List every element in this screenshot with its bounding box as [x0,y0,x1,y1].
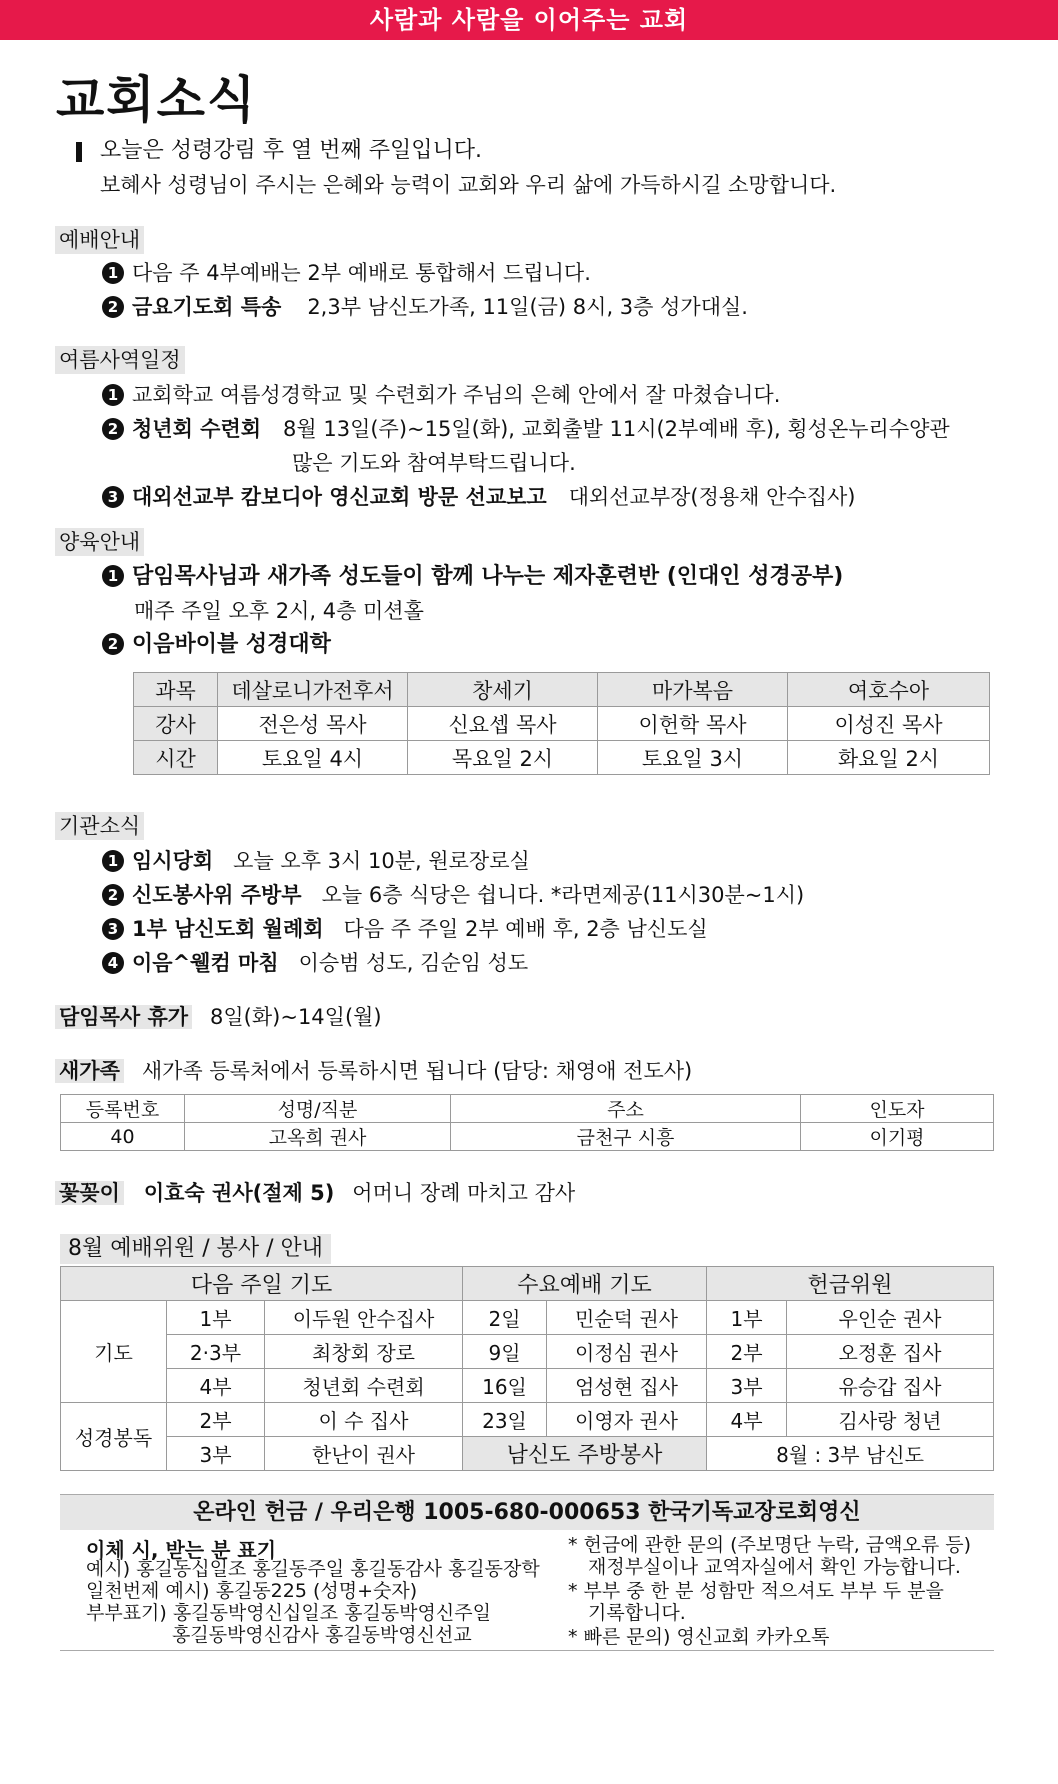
nurture-item-2-text: 이음바이블 성경대학 [132,632,331,657]
august-table [60,1266,994,1471]
org-item-4-text: 이승범 성도, 김순임 성도 [298,951,529,975]
number-4-icon: 4 [102,952,124,974]
table-cell: 마가복음 [598,673,788,707]
vacation-text: 8일(화)~14일(월) [210,1005,382,1029]
offering-left-2: 일천번제 예시) 홍길동225 (성명+숫자) [86,1580,418,1602]
table-cell: 한난이 권사 [265,1437,463,1471]
worship-item-2-label: 금요기도회 특송 [132,295,282,319]
table-cell: 고옥희 권사 [185,1123,451,1151]
table-header: 인도자 [801,1095,994,1123]
nurture-item-1-text: 담임목사님과 새가족 성도들이 함께 나누는 제자훈련반 (인대인 성경공부) [132,564,844,589]
table-cell: 엄성현 집사 [547,1369,707,1403]
table-cell: 여호수아 [788,673,990,707]
table-cell: 3부 [167,1437,265,1471]
table-cell: 창세기 [408,673,598,707]
table-row [61,1437,994,1471]
table-row [61,1095,994,1123]
nurture-item-1-cont: 매주 주일 오후 2시, 4층 미션홀 [134,599,424,623]
offering-bottom-divider [60,1650,994,1651]
table-cell: 데살로니가전후서 [218,673,408,707]
org-item-2 [102,880,804,910]
table-cell: 2부 [707,1335,787,1369]
offering-left-title: 이체 시, 받는 분 표기 [86,1538,277,1562]
offering-left-3: 부부표기) 홍길동박영신십일조 홍길동박영신주일 [86,1602,491,1624]
worship-item-1 [102,258,591,288]
table-cell: 유승갑 집사 [787,1369,994,1403]
number-1-icon: 1 [102,850,124,872]
summer-item-1 [102,380,780,410]
table-cell: 4부 [167,1369,265,1403]
table-cell: 3부 [707,1369,787,1403]
table-cell: 강사 [134,707,218,741]
offering-right-4: 기록합니다. [588,1602,686,1624]
number-2-icon: 2 [102,296,124,318]
summer-item-1-text: 교회학교 여름성경학교 및 수련회가 주님의 은혜 안에서 잘 마쳤습니다. [132,383,781,407]
summer-item-3-label: 대외선교부 캄보디아 영신교회 방문 선교보고 [132,485,547,509]
newfamily-table [60,1094,994,1151]
table-header: 등록번호 [61,1095,185,1123]
table-header: 다음 주일 기도 [61,1267,463,1301]
vacation-line [55,1002,382,1032]
number-3-icon: 3 [102,486,124,508]
section-summer-heading: 여름사역일정 [55,346,185,374]
table-cell: 신요셉 목사 [408,707,598,741]
section-org-heading: 기관소식 [55,812,144,840]
table-row [61,1267,994,1301]
summer-item-2 [102,414,950,444]
org-item-1-text: 오늘 오후 3시 10분, 원로장로실 [233,849,530,873]
org-item-2-text: 오늘 6층 식당은 쉽니다. *라면제공(11시30분~1시) [321,883,805,907]
number-1-icon: 1 [102,262,124,284]
number-1-icon: 1 [102,565,124,587]
intro-marker [76,142,82,162]
nurture-item-2 [102,630,331,660]
table-cell: 23일 [463,1403,547,1437]
table-cell: 시간 [134,741,218,775]
table-row [134,707,990,741]
table-cell: 화요일 2시 [788,741,990,775]
worship-item-2 [102,292,748,322]
org-item-1-label: 임시당회 [132,849,214,873]
table-cell: 4부 [707,1403,787,1437]
table-cell: 우인순 권사 [787,1301,994,1335]
summer-item-3 [102,482,855,512]
table-row [61,1335,994,1369]
table-cell: 2부 [167,1403,265,1437]
table-row [61,1301,994,1335]
kitchen-label: 남신도 주방봉사 [463,1437,707,1471]
number-2-icon: 2 [102,633,124,655]
table-cell: 2·3부 [167,1335,265,1369]
worship-item-2-text: 2,3부 남신도가족, 11일(금) 8시, 3층 성가대실. [307,295,748,319]
flowers-heading: 꽃꽂이 [55,1181,124,1205]
org-item-3-label: 1부 남신도회 월례회 [132,917,324,941]
table-cell: 이정심 권사 [547,1335,707,1369]
kitchen-value: 8월 : 3부 남신도 [707,1437,994,1471]
table-header: 주소 [451,1095,801,1123]
table-cell: 토요일 3시 [598,741,788,775]
summer-item-3-text: 대외선교부장(정용채 안수집사) [568,485,856,509]
offering-left-4: 홍길동박영신감사 홍길동박영신선교 [172,1624,472,1646]
table-cell: 최창회 장로 [265,1335,463,1369]
table-cell: 이영자 권사 [547,1403,707,1437]
flowers-name: 이효숙 권사(절제 5) [143,1181,335,1205]
table-row [61,1403,994,1437]
intro-line-2: 보혜사 성령님이 주시는 은혜와 능력이 교회와 우리 삶에 가득하시길 소망합니다. [100,173,837,197]
table-cell: 토요일 4시 [218,741,408,775]
offering-left-1: 예시) 홍길동십일조 홍길동주일 홍길동감사 홍길동장학 [86,1558,540,1580]
flowers-text: 어머니 장례 마치고 감사 [352,1181,576,1205]
org-item-2-label: 신도봉사위 주방부 [132,883,302,907]
org-item-4-label: 이음^웰컴 마침 [132,951,279,975]
table-row [61,1123,994,1151]
table-cell: 김사랑 청년 [787,1403,994,1437]
table-cell: 1부 [707,1301,787,1335]
table-cell: 이성진 목사 [788,707,990,741]
table-row-label: 기도 [61,1301,167,1403]
table-cell: 민순덕 권사 [547,1301,707,1335]
nurture-item-1 [102,562,843,592]
offering-right-1: * 헌금에 관한 문의 (주보명단 누락, 금액오류 등) [568,1534,972,1556]
table-cell: 이두원 안수집사 [265,1301,463,1335]
newfamily-text: 새가족 등록처에서 등록하시면 됩니다 (담당: 채영애 전도사) [141,1059,693,1083]
table-cell: 이헌학 목사 [598,707,788,741]
flowers-line [55,1178,575,1208]
number-3-icon: 3 [102,918,124,940]
vacation-heading: 담임목사 휴가 [55,1005,192,1029]
offering-right-5: * 빠른 문의) 영신교회 카카오톡 [568,1626,830,1648]
offering-right-2: 재정부실이나 교역자실에서 확인 가능합니다. [588,1556,961,1578]
table-row [61,1369,994,1403]
august-heading: 8월 예배위원 / 봉사 / 안내 [60,1234,331,1264]
table-cell: 금천구 시흥 [451,1123,801,1151]
table-cell: 과목 [134,673,218,707]
org-item-3-text: 다음 주 주일 2부 예배 후, 2층 남신도실 [343,917,708,941]
table-cell: 16일 [463,1369,547,1403]
table-cell: 2일 [463,1301,547,1335]
table-cell: 전은성 목사 [218,707,408,741]
table-cell: 이기평 [801,1123,994,1151]
table-row [134,673,990,707]
table-row-label: 성경봉독 [61,1403,167,1471]
section-worship-heading: 예배안내 [55,226,144,254]
org-item-3 [102,914,708,944]
summer-item-2-cont: 많은 기도와 참여부탁드립니다. [292,451,576,475]
offering-right-3: * 부부 중 한 분 성함만 적으셔도 부부 두 분을 [568,1580,944,1602]
worship-item-1-text: 다음 주 4부예배는 2부 예배로 통합해서 드립니다. [132,261,591,285]
summer-item-2-text: 8월 13일(주)~15일(화), 교회출발 11시(2부예배 후), 횡성온누리수양관 [283,417,950,441]
table-cell: 40 [61,1123,185,1151]
org-item-4 [102,948,528,978]
page-title: 교회소식 [56,70,258,129]
table-header: 헌금위원 [707,1267,994,1301]
table-header: 성명/직분 [185,1095,451,1123]
top-banner: 사람과 사람을 이어주는 교회 [0,0,1058,40]
newfamily-line [55,1056,692,1086]
number-1-icon: 1 [102,384,124,406]
table-header: 수요예배 기도 [463,1267,707,1301]
bible-college-table [133,672,990,775]
number-2-icon: 2 [102,884,124,906]
table-cell: 청년회 수련회 [265,1369,463,1403]
newfamily-heading: 새가족 [55,1059,124,1083]
intro-line-1: 오늘은 성령강림 후 열 번째 주일입니다. [100,138,482,163]
table-cell: 목요일 2시 [408,741,598,775]
table-cell: 이 수 집사 [265,1403,463,1437]
table-cell: 9일 [463,1335,547,1369]
table-cell: 1부 [167,1301,265,1335]
number-2-icon: 2 [102,418,124,440]
table-cell: 오정훈 집사 [787,1335,994,1369]
online-offering-heading: 온라인 헌금 / 우리은행 1005-680-000653 한국기독교장로회영신 [60,1494,994,1530]
table-row [134,741,990,775]
section-nurture-heading: 양육안내 [55,528,144,556]
summer-item-2-label: 청년회 수련회 [132,417,262,441]
org-item-1 [102,846,530,876]
